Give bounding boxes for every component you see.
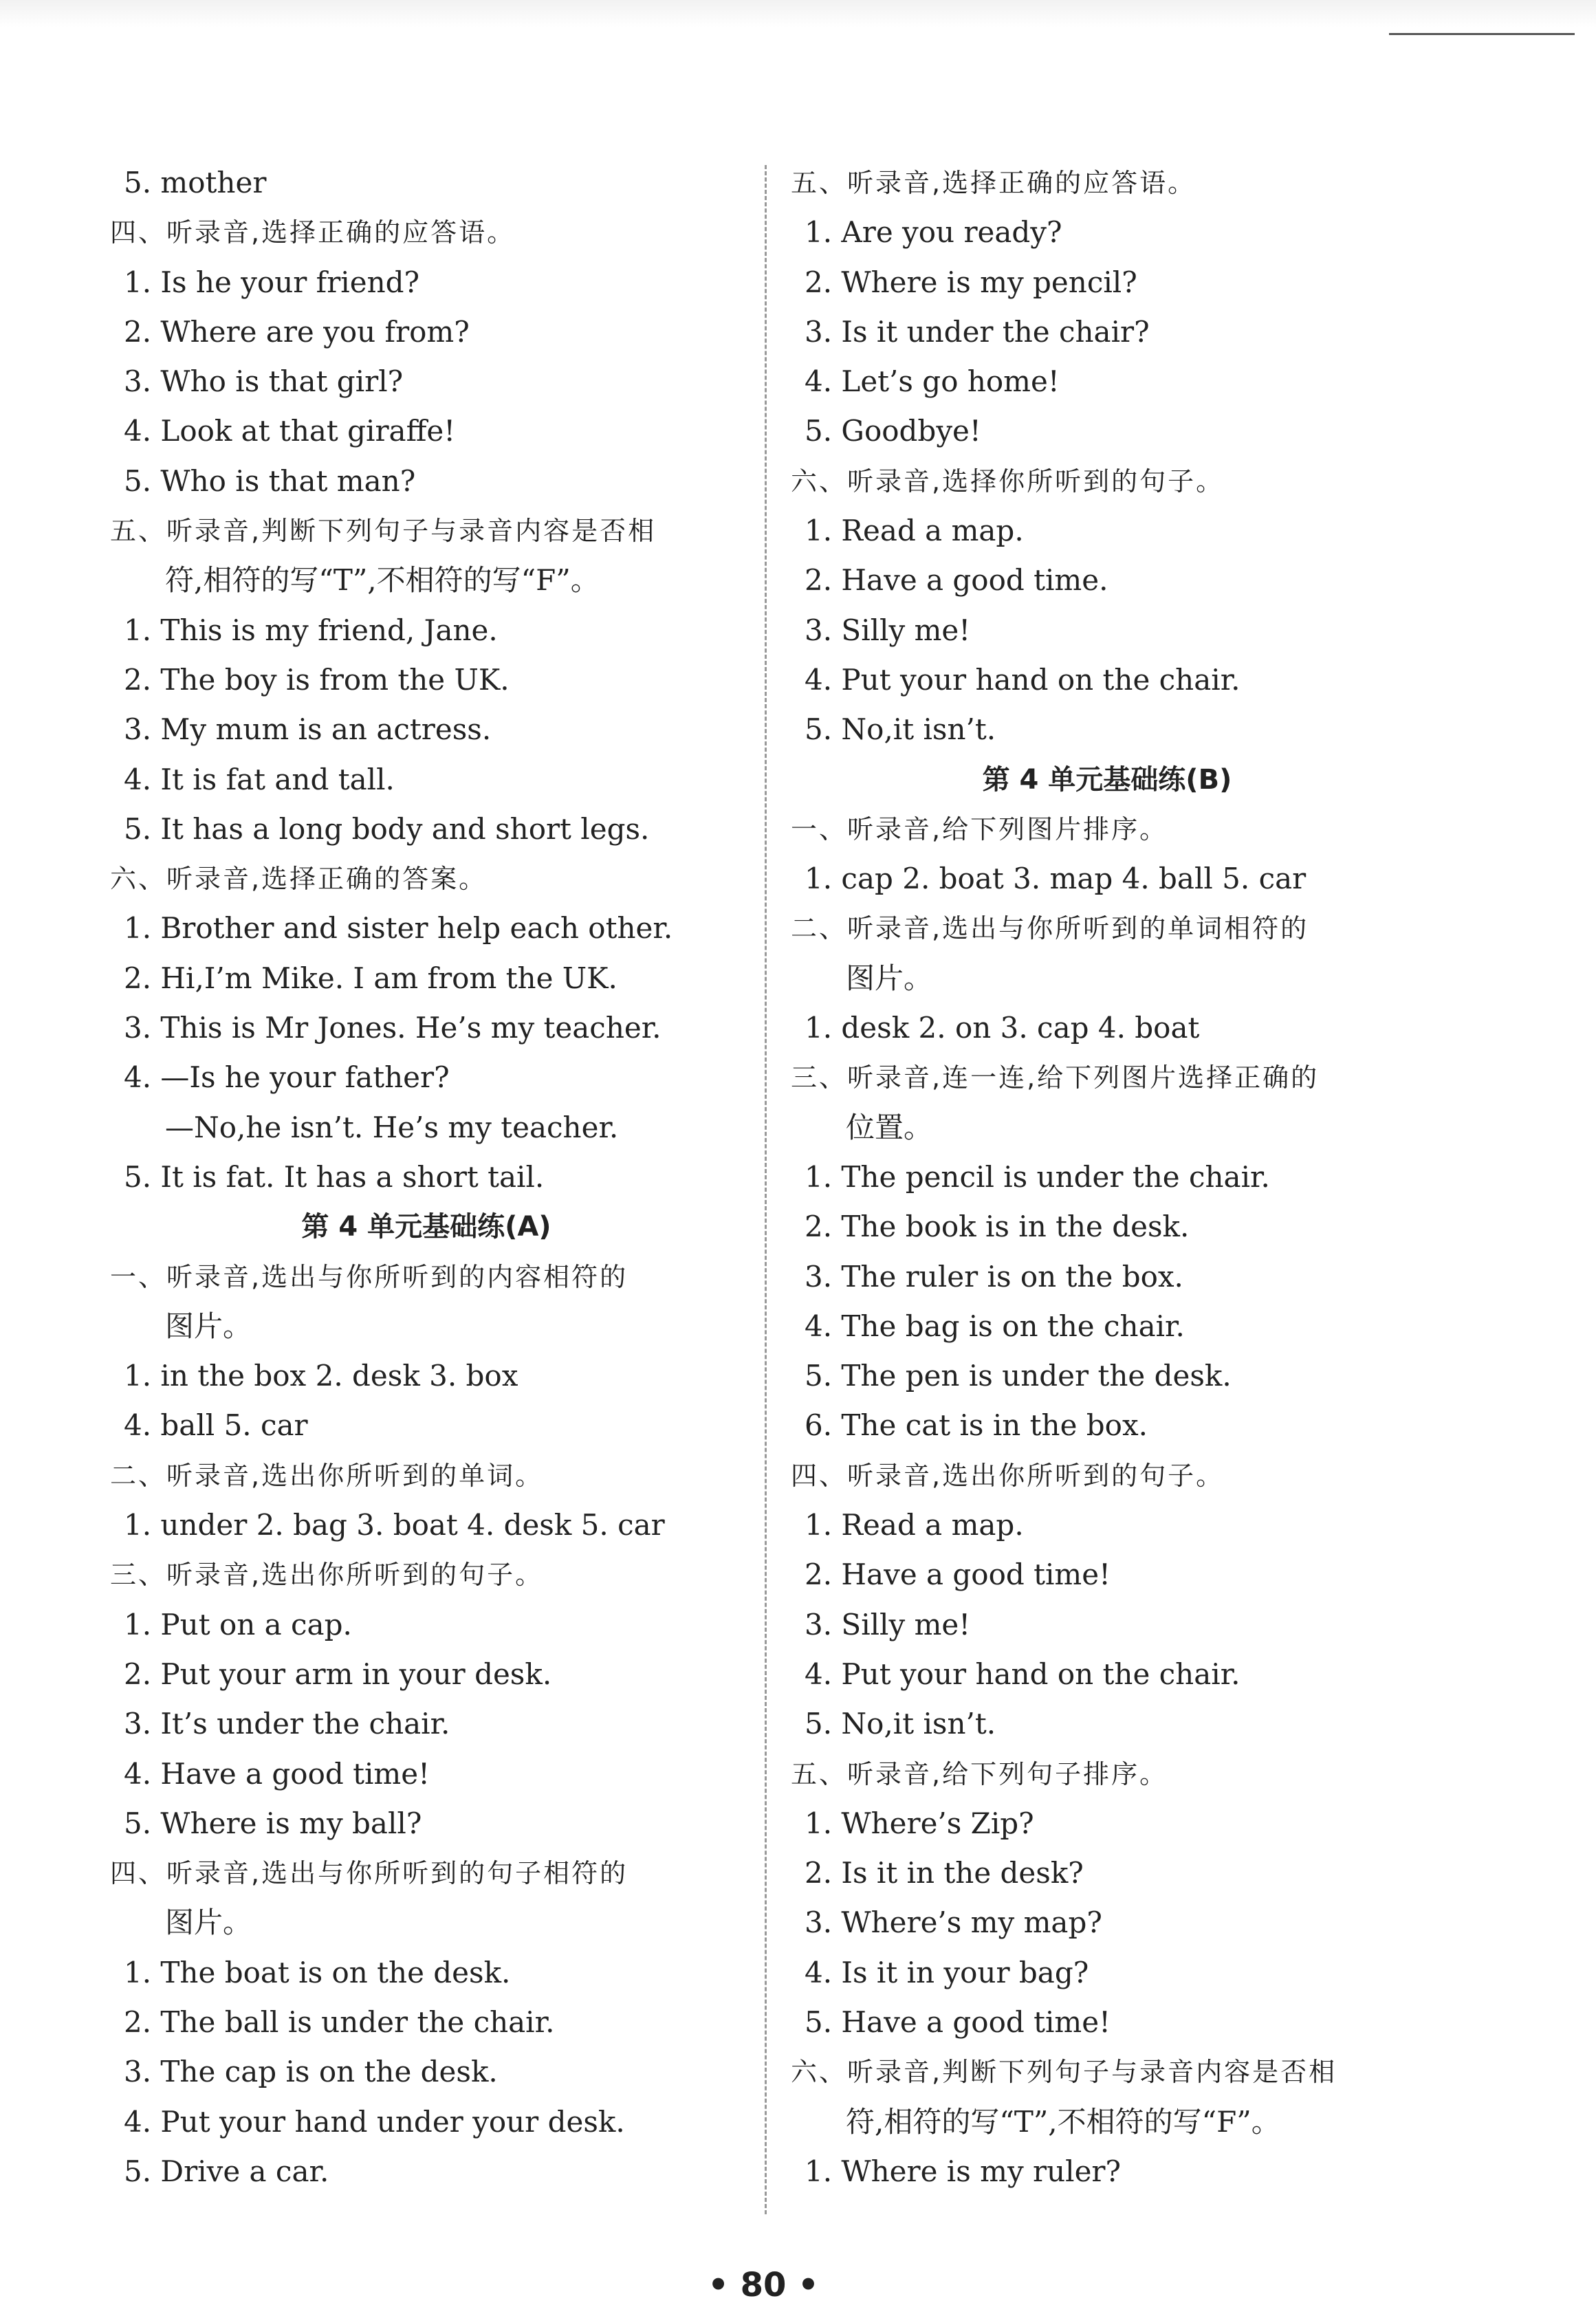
answer-line: 4. It is fat and tall. — [124, 762, 395, 796]
answer-line: 5. Goodbye! — [805, 414, 981, 448]
question-heading: 四、听录音,选出与你所听到的句子相符的 — [110, 1858, 628, 1889]
question-heading-continued: 位置。 — [846, 1110, 933, 1144]
answer-line: 5. It is fat. It has a short tail. — [124, 1159, 545, 1194]
answer-line-continued: —No,he isn’t. He’s my teacher. — [165, 1110, 619, 1144]
answer-line: 3. Silly me! — [805, 613, 971, 647]
answer-line: 5. Who is that man? — [124, 463, 416, 498]
answer-line: 1. in the box 2. desk 3. box — [124, 1359, 518, 1393]
answer-line: 1. This is my friend, Jane. — [124, 613, 498, 647]
answer-line: 2. The ball is under the chair. — [124, 2005, 555, 2039]
answer-line: 2. Is it in the desk? — [805, 1856, 1084, 1890]
answer-line: 1. Are you ready? — [805, 215, 1062, 250]
answer-line: 1. Where’s Zip? — [805, 1806, 1034, 1840]
answer-line: 1. The pencil is under the chair. — [805, 1159, 1270, 1194]
answer-line: 4. The bag is on the chair. — [805, 1309, 1185, 1343]
answer-line: 1. The boat is on the desk. — [124, 1955, 511, 1989]
answer-line: 1. Brother and sister help each other. — [124, 911, 673, 946]
page-top-shadow — [0, 0, 1596, 28]
question-heading: 一、听录音,给下列图片排序。 — [791, 814, 1168, 844]
answer-line: 1. under 2. bag 3. boat 4. desk 5. car — [124, 1508, 665, 1542]
answer-line: 2. Where are you from? — [124, 314, 470, 349]
question-heading: 二、听录音,选出与你所听到的单词相符的 — [791, 913, 1309, 944]
answer-line: 5. The pen is under the desk. — [805, 1359, 1232, 1393]
top-rule — [1389, 33, 1575, 35]
answer-line: 2. Where is my pencil? — [805, 265, 1137, 299]
answer-line: 3. My mum is an actress. — [124, 712, 492, 747]
answer-line: 3. It’s under the chair. — [124, 1707, 450, 1741]
question-heading: 四、听录音,选择正确的应答语。 — [110, 217, 516, 248]
answer-line: 1. Put on a cap. — [124, 1607, 352, 1641]
answer-line: 4. —Is he your father? — [124, 1060, 450, 1095]
answer-line: 1. Where is my ruler? — [805, 2154, 1122, 2188]
question-heading-continued: 图片。 — [165, 1309, 252, 1343]
answer-line: 5. No,it isn’t. — [805, 712, 996, 747]
question-heading: 三、听录音,连一连,给下列图片选择正确的 — [791, 1062, 1320, 1093]
answer-line: 3. The ruler is on the box. — [805, 1259, 1183, 1294]
answer-line: 6. The cat is in the box. — [805, 1408, 1148, 1443]
question-heading-continued: 图片。 — [165, 1906, 252, 1940]
answer-line: 4. Put your hand on the chair. — [805, 1657, 1240, 1691]
question-heading-continued: 符,相符的写“T”,不相符的写“F”。 — [846, 2104, 1280, 2139]
answer-line: 2. The book is in the desk. — [805, 1210, 1190, 1244]
answer-line: 4. Look at that giraffe! — [124, 414, 456, 448]
answer-line: 4. Put your hand on the chair. — [805, 662, 1240, 697]
answer-line: 4. ball 5. car — [124, 1408, 308, 1443]
question-heading: 六、听录音,选择正确的答案。 — [110, 864, 488, 895]
question-heading: 五、听录音,选择正确的应答语。 — [791, 168, 1196, 198]
answer-line: 5. Where is my ball? — [124, 1806, 422, 1840]
answer-line: 5. Drive a car. — [124, 2154, 329, 2188]
question-heading: 一、听录音,选出与你所听到的内容相符的 — [110, 1261, 628, 1292]
answer-line: 2. Have a good time. — [805, 563, 1108, 598]
answer-line: 2. Hi,I’m Mike. I am from the UK. — [124, 961, 617, 995]
answer-line: 3. Is it under the chair? — [805, 314, 1150, 349]
answer-line: 1. cap 2. boat 3. map 4. ball 5. car — [805, 862, 1307, 896]
answer-line: 3. The cap is on the desk. — [124, 2055, 498, 2089]
answer-line: 4. Let’s go home! — [805, 364, 1060, 399]
answer-line: 5. No,it isn’t. — [805, 1707, 996, 1741]
question-heading: 三、听录音,选出你所听到的句子。 — [110, 1560, 544, 1591]
question-heading: 二、听录音,选出你所听到的单词。 — [110, 1460, 544, 1491]
answer-line: 4. Put your hand under your desk. — [124, 2104, 625, 2139]
question-heading: 四、听录音,选出你所听到的句子。 — [791, 1460, 1225, 1491]
page-number: • 80 • — [708, 2266, 819, 2304]
answer-line: 4. Is it in your bag? — [805, 1955, 1089, 1989]
right-column — [791, 158, 1423, 2196]
question-heading-continued: 图片。 — [846, 961, 933, 995]
section-title: 第 4 单元基础练(A) — [301, 1211, 551, 1243]
answer-line: 1. Is he your friend? — [124, 265, 420, 299]
question-heading: 六、听录音,判断下列句子与录音内容是否相 — [791, 2057, 1337, 2088]
answer-line: 5. Have a good time! — [805, 2005, 1111, 2039]
answer-line: 3. This is Mr Jones. He’s my teacher. — [124, 1011, 662, 1045]
column-divider — [765, 165, 767, 2214]
answer-line: 3. Who is that girl? — [124, 364, 404, 399]
answer-line: 3. Where’s my map? — [805, 1906, 1102, 1940]
answer-line: 2. Have a good time! — [805, 1558, 1111, 1592]
answer-line: 1. Read a map. — [805, 1508, 1024, 1542]
answer-line: 3. Silly me! — [805, 1607, 971, 1641]
section-title: 第 4 单元基础练(B) — [982, 763, 1232, 796]
answer-line: 2. The boy is from the UK. — [124, 662, 510, 697]
question-heading: 五、听录音,给下列句子排序。 — [791, 1758, 1168, 1789]
question-heading-continued: 符,相符的写“T”,不相符的写“F”。 — [165, 563, 600, 598]
answer-line: 5. It has a long body and short legs. — [124, 811, 650, 846]
answer-line: 2. Put your arm in your desk. — [124, 1657, 552, 1691]
question-heading: 六、听录音,选择你所听到的句子。 — [791, 466, 1225, 496]
answer-line: 5. mother — [124, 166, 267, 199]
left-column — [110, 158, 743, 2196]
answer-line: 4. Have a good time! — [124, 1756, 430, 1791]
answer-line: 1. desk 2. on 3. cap 4. boat — [805, 1011, 1200, 1045]
answer-line: 1. Read a map. — [805, 514, 1024, 548]
question-heading: 五、听录音,判断下列句子与录音内容是否相 — [110, 516, 657, 547]
